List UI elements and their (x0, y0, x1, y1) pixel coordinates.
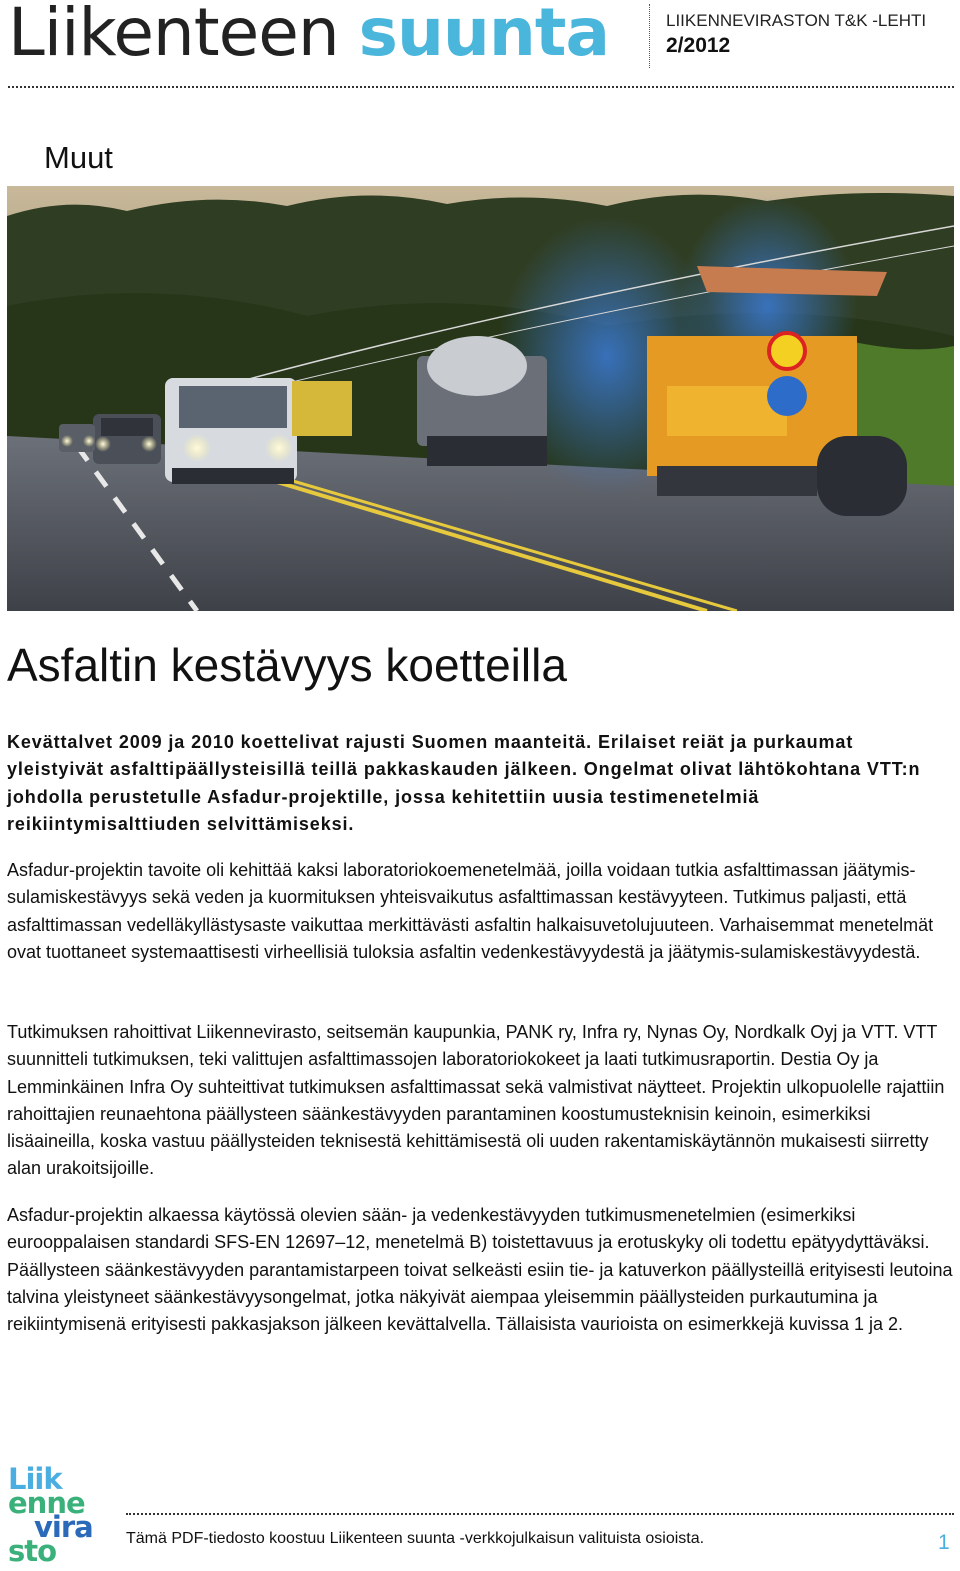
header-rule (8, 86, 954, 88)
agency-logo-line: vira (34, 1510, 93, 1544)
footer-note: Tämä PDF-tiedosto koostuu Liikenteen suunta -verkkojulkaisun valituista osioista. (126, 1530, 705, 1547)
agency-logo-line: Liik (8, 1462, 62, 1496)
section-label: Muut (44, 140, 113, 175)
article-headline: Asfaltin kestävyys koetteilla (7, 639, 567, 691)
issue-number: 2/2012 (666, 34, 731, 57)
article-photo (7, 186, 954, 611)
van (165, 378, 297, 484)
masthead (0, 0, 960, 90)
article-lead: Kevättalvet 2009 ja 2010 koettelivat rajusti Suomen maanteitä. Erilaiset reiät ja purkaumat yleistyivät asfalttipäällysteisillä teillä pakkaskauden jälkeen. Ongelmat olivat lähtökohtana VTT:n johdolla perustetulle Asfadur-projektille, jossa kehitettiin uusia testimenetelmiä reikiintymisalttiuden selvittämiseksi. (7, 732, 921, 834)
footer-rule (126, 1513, 954, 1515)
car (93, 414, 161, 464)
header-divider (649, 4, 650, 68)
agency-logo-line: enne (8, 1486, 85, 1520)
yellow-truck (292, 381, 352, 436)
article-paragraph: Asfadur-projektin tavoite oli kehittää kaksi laboratoriokoemenetelmää, joilla voidaan tutkia asfalttimassan jäätymis-sulamiskestävyys sekä veden ja kuormituksen yhteisvaikutus asfalttimassan kestävyyteen. Tutkimus paljasti, että asfalttimassan vedelläkyllästysaste vaikuttaa merkittävästi asfaltin halkaisuvetolujuuteen. Varhaisemmat menetelmät ovat tuottaneet systemaattisesti virheellisiä tuloksia asfaltin vedenkestävyydestä ja jäätymis-sulamiskestävyydestä. (7, 860, 934, 962)
publication-title-part1: Liikenteen (8, 0, 339, 71)
publication-logo[interactable] (8, 0, 609, 71)
publication-title-part2: suunta (358, 0, 609, 71)
agency-logo-line: sto (8, 1534, 57, 1568)
magazine-name: LIIKENNEVIRASTON T&K -LEHTI (666, 11, 927, 30)
page-number: 1 (938, 1531, 950, 1554)
agency-logo (8, 1462, 93, 1568)
article-paragraph: Tutkimuksen rahoittivat Liikennevirasto, seitsemän kaupunkia, PANK ry, Infra ry, Nynas Oy, Nordkalk Oyj ja VTT. VTT suunnitteli tutkimuksen, teki valittujen asfalttimassojen laboratoriokokeet ja laati tutkimusraportin. Destia Oy ja Lemminkäinen Infra Oy suhteittivat tutkimuksen asfalttimassat sekä valmistivat näytteet. Projektin ulkopuolelle rajattiin rahoittajien reunaehtona päällysteen säänkestävyyden parantaminen koostumusteknisin keinoin, esimerkiksi lisäaineilla, koska vastuu päällysteiden teknisestä kehittämisestä oli uuden rakentamiskäytännön mukaisesti siirretty alan urakoitsijoille. (7, 1022, 945, 1179)
article-paragraph: Asfadur-projektin alkaessa käytössä olevien sään- ja vedenkestävyyden tutkimusmenetelmien (esimerkiksi eurooppalaisen standardi SFS-EN 12697–12, menetelmä B) toistettavuus ja erotuskyky oli todettu epätyydyttäväksi. Päällysteen säänkestävyyden parantamistarpeen toivat selkeästi esiin tie- ja katuverkon päällysteillä erityisesti leutoina talvina yleistyneet säänkestävyysongelmat, jotka näkyivät aiempaa yleisemmin päällysteiden purkautumina ja reikiintymisenä erityisesti pakkasjakson jälkeen kevättalvella. Tällaisista vaurioista on esimerkkejä kuvissa 1 ja 2. (7, 1205, 953, 1335)
car-far (59, 424, 95, 452)
